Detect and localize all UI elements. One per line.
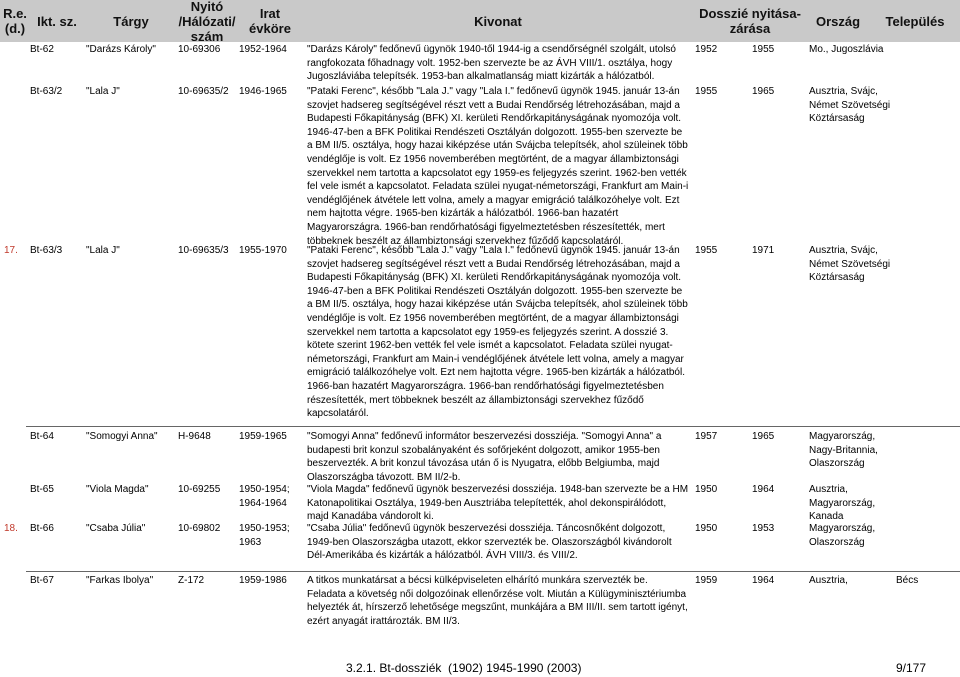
row-targy: "Farkas Ibolya" [86, 575, 154, 586]
row-irat: 1952-1964 [239, 44, 287, 55]
row-nyito: 10-69635/2 [178, 86, 229, 97]
row-ikt: Bt-64 [30, 431, 54, 442]
header-ikt: Ikt. sz. [37, 13, 77, 29]
row-irat: 1959-1965 [239, 431, 287, 442]
row-targy: "Lala J" [86, 86, 120, 97]
row-telepules: Bécs [896, 575, 919, 586]
row-zaras: 1965 [752, 86, 775, 97]
row-irat: 1950-1954; 1964-1964 [239, 484, 290, 509]
footer-title: 3.2.1. Bt-dossziék (1902) 1945-1990 (2003) [346, 661, 582, 675]
row-separator [26, 426, 960, 427]
row-orszag: Ausztria, Svájc, Német Szövetségi Köztársaság [809, 245, 891, 284]
row-kivonat: "Somogyi Anna" fedőnevű informátor beszervezési dossziéja. "Somogyi Anna" a budapesti brit konzul szobalányaként és sofőrjeként dolgozott, amikor 1955-ben beszervezték. A brit konzul távozása után ő is Nyugatra, előbb Belgiumba, majd Olaszországba távozott. BM II/2-b. [307, 431, 662, 483]
header-orszag: Ország [815, 13, 861, 29]
row-nyito: 10-69802 [178, 523, 221, 534]
row-targy: "Somogyi Anna" [86, 431, 158, 442]
row-re: 18. [4, 523, 18, 534]
row-nyitas: 1957 [695, 431, 718, 442]
footer-page-number: 9/177 [896, 661, 927, 675]
row-irat: 1950-1953; 1963 [239, 523, 290, 548]
row-nyitas: 1950 [695, 523, 718, 534]
row-zaras: 1955 [752, 44, 775, 55]
row-orszag: Mo., Jugoszlávia [809, 44, 884, 55]
row-kivonat: "Darázs Károly" fedőnevű ügynök 1940-től 1944-ig a csendőrségnél szolgált, utolsó rangfokozata főhadnagy volt. 1952-ben szervezte be az ÁVH VIII/1. osztálya, hogy Jugoszláviába telepítsék. 1953-ban alkalmatlanság miatt kizárták a hálózatból. [307, 44, 676, 83]
row-targy: "Csaba Júlia" [86, 523, 146, 534]
row-ikt: Bt-63/3 [30, 245, 63, 256]
row-ikt: Bt-62 [30, 44, 54, 55]
row-irat: 1946-1965 [239, 86, 287, 97]
row-nyito: 10-69255 [178, 484, 221, 495]
row-ikt: Bt-65 [30, 484, 54, 495]
row-zaras: 1964 [752, 484, 775, 495]
row-nyito: 10-69635/3 [178, 245, 229, 256]
row-ikt: Bt-67 [30, 575, 54, 586]
row-nyitas: 1955 [695, 245, 718, 256]
row-kivonat: "Viola Magda" fedőnevű ügynök beszervezési dossziéja. 1948-ban szervezte be a HM Katonapolitikai Osztálya, 1949-ben Ausztriába telepítették, ahol dekonspirálódott, majd Kanadába vándorolt ki. [307, 484, 689, 523]
row-targy: "Darázs Károly" [86, 44, 156, 55]
header-telepules: Település [885, 13, 945, 29]
header-targy: Tárgy [113, 13, 149, 29]
row-targy: "Viola Magda" [86, 484, 149, 495]
row-orszag: Ausztria, Magyarország, Kanada [809, 484, 876, 523]
row-zaras: 1964 [752, 575, 775, 586]
row-nyito: Z-172 [178, 575, 205, 586]
header-irat: Irat évköre [249, 6, 291, 36]
row-kivonat: "Pataki Ferenc", később "Lala J." vagy "Lala I." fedőnevű ügynök 1945. január 13-án szovjet hadsereg segítségével részt vett a Budai Rendőrség létrehozásában, majd a Budapesti Főkapitányság (BFK) XI. kerületi Rendőrkapitányságának nyomozója volt. 1946-47-ben a BFK Politikai Rendészeti Osztályán dolgozott. 1955-ben szervezte be a BM II/5. osztálya, hogy hazai kiképzése után Svájcba telepítsék, ahol szüleinek több vendéglője is volt. Ez 1956 novemberében megtörtént, de a magyar állambiztonsági szervekkel nem tartotta a kapcsolatot egy 1959-es feljegyzés szerint. A dosszié 3. kötete szerint 1962-ben vették fel vele ismét a kapcsolatot. Feladata szülei nyugat-németországi, Frankfurt am Main-i vendéglőjének átvétele lett volna, amely a magyar emigráció találkozóhelye volt. Ezt nem hajtotta végre. 1965-ben kizárták a hálózatból. 1966-ban hazatért Magyarországra. 1966-ban rendőrhatósági figyelmeztetésben részesítették, mert többeknek beszélt az állambiztonsági szervekhez fűződő kapcsolatáról. [307, 245, 688, 420]
row-orszag: Ausztria, [809, 575, 848, 586]
header-dosszie: Dosszié nyitása- zárása [699, 6, 801, 36]
row-nyito: 10-69306 [178, 44, 221, 55]
header-nyito: Nyitó /Hálózati/ szám [178, 0, 236, 44]
row-zaras: 1953 [752, 523, 775, 534]
row-orszag: Magyarország, Nagy-Britannia, Olaszország [809, 431, 878, 470]
row-ikt: Bt-63/2 [30, 86, 63, 97]
row-re: 17. [4, 245, 18, 256]
row-orszag: Magyarország, Olaszország [809, 523, 876, 548]
row-kivonat: "Csaba Júlia" fedőnevű ügynök beszervezési dossziéja. Táncosnőként dolgozott, 1949-ben Olaszországba utazott, ekkor szervezték be. Olaszországból kivándorolt Dél-Amerikába és kizárták a hálózatból. ÁVH VIII/3. és VIII/2. [307, 523, 672, 562]
row-zaras: 1971 [752, 245, 775, 256]
row-irat: 1959-1986 [239, 575, 287, 586]
header-kivonat: Kivonat [474, 13, 522, 29]
header-re: R.e. (d.) [3, 6, 27, 36]
row-nyitas: 1955 [695, 86, 718, 97]
row-orszag: Ausztria, Svájc, Német Szövetségi Köztársaság [809, 86, 891, 125]
row-zaras: 1965 [752, 431, 775, 442]
row-irat: 1955-1970 [239, 245, 287, 256]
row-nyitas: 1952 [695, 44, 718, 55]
table-header [0, 0, 960, 42]
row-targy: "Lala J" [86, 245, 120, 256]
row-kivonat: "Pataki Ferenc", később "Lala J." vagy "Lala I." fedőnevű ügynök 1945. január 13-án szovjet hadsereg segítségével részt vett a Budai Rendőrség létrehozásában, majd a Budapesti Főkapitányság (BFK) XI. kerületi Rendőrkapitányságának nyomozója volt. 1946-47-ben a BFK Politikai Rendészeti Osztályán dolgozott. 1955-ben szervezte be a BM II/5. osztálya, hogy hazai kiképzése után Svájcba telepítsék, ahol szüleinek több vendéglője is volt. Ez 1956 novemberében megtörtént, de a magyar állambiztonsági szervekkel nem tartotta a kapcsolatot egy 1959-es feljegyzés szerint. 1962-ben vették fel vele ismét a kapcsolatot. Feladata szülei nyugat-németországi, Frankfurt am Main-i vendéglőjének átvétele lett volna, amely a magyar emigráció találkozóhelye volt. Ezt nem hajtotta végre. 1965-ben kizárták a hálózatból. 1966-ban hazatért Magyarországra. 1966-ban rendőrhatósági figyelmeztetésben részesítették, mert többeknek beszélt az állambiztonsági szervekhez fűződő kapcsolatáról. [307, 86, 689, 247]
row-nyitas: 1950 [695, 484, 718, 495]
row-nyitas: 1959 [695, 575, 718, 586]
row-separator [26, 571, 960, 572]
row-ikt: Bt-66 [30, 523, 54, 534]
row-kivonat: A titkos munkatársat a bécsi külképviseleten elhárító munkára szervezték be. Feladata a követség női dolgozóinak ellenőrzése volt. Miután a Külügyminisztériumba helyezték át, hírszerző lehetősége megszűnt, munkájára a BM III/II. sem tartott igényt, ezért anyagát irattározták. BM II/3. [307, 575, 688, 627]
row-nyito: H-9648 [178, 431, 211, 442]
